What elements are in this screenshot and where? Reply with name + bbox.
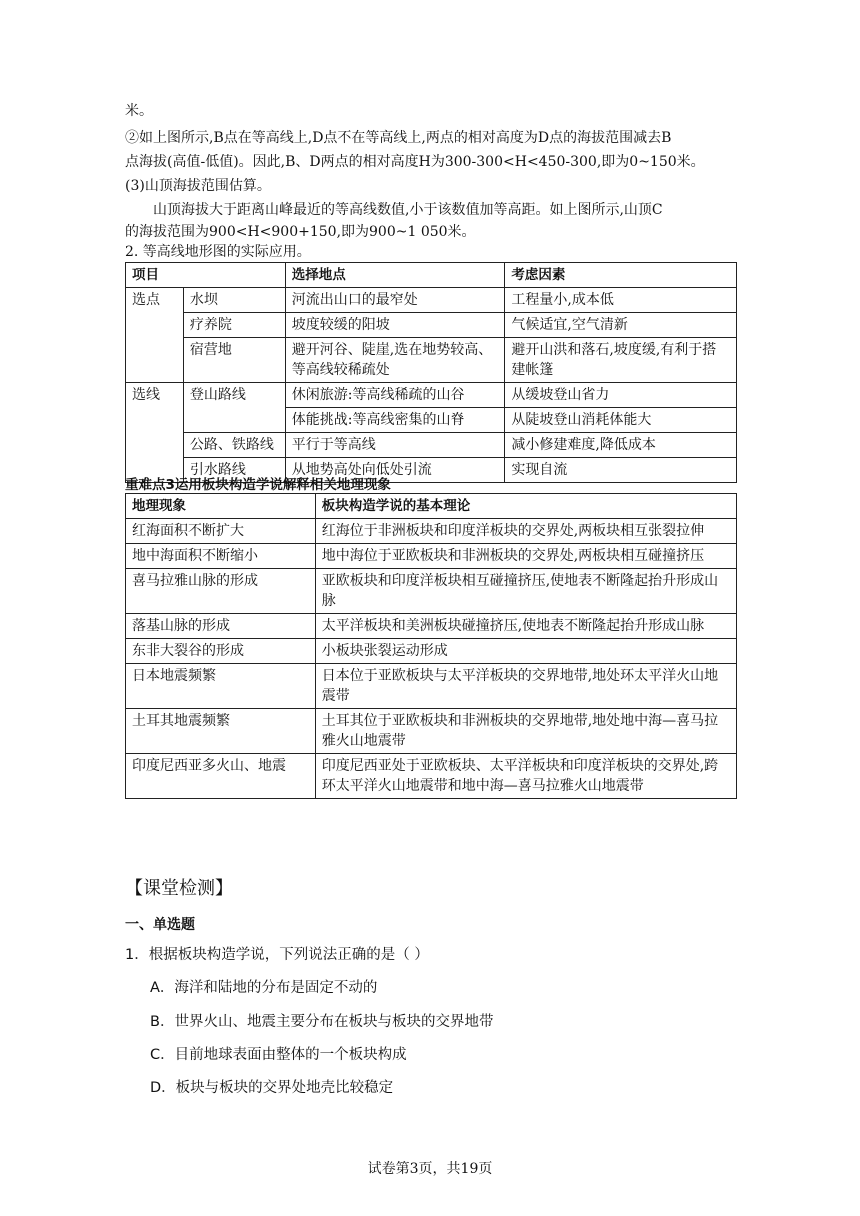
row-place: 平行于等高线 [285,433,505,458]
theory-cell: 太平洋板块和美洲板块碰撞挤压,使地表不断隆起抬升形成山脉 [315,614,736,639]
row-subject: 疗养院 [183,313,285,338]
row-subject: 引水路线 [183,458,285,483]
theory-cell: 日本位于亚欧板块与太平洋板块的交界地带,地处环太平洋火山地震带 [315,664,736,709]
theory-cell: 土耳其位于亚欧板块和非洲板块的交界地带,地处地中海—喜马拉雅火山地震带 [315,709,736,754]
table-row [126,288,737,313]
table-row [126,664,737,709]
row-place: 体能挑战:等高线密集的山脊 [285,408,505,433]
option-b[interactable]: B．世界火山、地震主要分布在板块与板块的交界地带 [150,1014,494,1030]
row-place: 坡度较缓的阳坡 [285,313,505,338]
table-row [126,383,737,408]
part-heading: 一、单选题 [125,917,195,933]
table-header-row [126,263,737,288]
row-subject: 水坝 [183,288,285,313]
phenomenon-cell: 地中海面积不断缩小 [126,544,316,569]
row-place: 避开河谷、陡崖,选在地势较高、等高线较稀疏处 [285,338,505,383]
question-text: 1．根据板块构造学说，下列说法正确的是（ ） [125,947,429,963]
header-theory: 板块构造学说的基本理论 [315,494,736,519]
option-d[interactable]: D．板块与板块的交界处地壳比较稳定 [150,1080,394,1096]
text-line: 点海拔(高值-低值)。因此,B、D两点的相对高度H为300-300<H<450-300,即为0~150米。 [125,154,705,170]
text-line: 山顶海拔大于距离山峰最近的等高线数值,小于该数值加等高距。如上图所示,山顶C [153,202,663,218]
table-row [126,433,737,458]
theory-cell: 亚欧板块和印度洋板块相互碰撞挤压,使地表不断隆起抬升形成山脉 [315,569,736,614]
theory-cell: 红海位于非洲板块和印度洋板块的交界处,两板块相互张裂拉伸 [315,519,736,544]
header-factor: 考虑因素 [505,263,737,288]
page-footer: 试卷第3页，共19页 [367,1161,493,1177]
header-phenomenon: 地理现象 [126,494,316,519]
theory-cell: 地中海位于亚欧板块和非洲板块的交界处,两板块相互碰撞挤压 [315,544,736,569]
table-row [126,544,737,569]
text-line: 米。 [125,103,153,119]
option-a[interactable]: A．海洋和陆地的分布是固定不动的 [150,980,378,996]
row-subject: 登山路线 [183,383,285,433]
row-factor: 从缓坡登山省力 [505,383,737,408]
table-row [126,313,737,338]
table-row [126,709,737,754]
phenomenon-cell: 落基山脉的形成 [126,614,316,639]
section-heading: 重难点3运用板块构造学说解释相关地理现象 [125,477,391,493]
phenomenon-cell: 东非大裂谷的形成 [126,639,316,664]
phenomenon-cell: 红海面积不断扩大 [126,519,316,544]
contour-application-table [125,262,737,483]
header-item: 项目 [126,263,286,288]
phenomenon-cell: 印度尼西亚多火山、地震 [126,754,316,799]
row-subject: 公路、铁路线 [183,433,285,458]
row-factor: 实现自流 [505,458,737,483]
table-header-row [126,494,737,519]
phenomenon-cell: 喜马拉雅山脉的形成 [126,569,316,614]
table-row [126,614,737,639]
row-factor: 避开山洪和落石,坡度缓,有利于搭建帐篷 [505,338,737,383]
row-place: 从地势高处向低处引流 [285,458,505,483]
row-place: 河流出山口的最窄处 [285,288,505,313]
phenomenon-cell: 日本地震频繁 [126,664,316,709]
table-row [126,519,737,544]
group-label: 选点 [126,288,184,383]
text-line: 的海拔范围为900<H<900+150,即为900~1 050米。 [125,224,476,240]
classroom-test-heading: 【课堂检测】 [125,878,233,899]
table-row [126,754,737,799]
text-line: (3)山顶海拔范围估算。 [125,178,271,194]
row-factor: 气候适宜,空气清新 [505,313,737,338]
table-row [126,569,737,614]
plate-tectonics-table [125,493,737,799]
theory-cell: 小板块张裂运动形成 [315,639,736,664]
text-line: 2. 等高线地形图的实际应用。 [125,244,311,260]
table-row [126,639,737,664]
row-factor: 工程量小,成本低 [505,288,737,313]
header-place: 选择地点 [285,263,505,288]
text-line: ②如上图所示,B点在等高线上,D点不在等高线上,两点的相对高度为D点的海拔范围减去B [125,130,672,146]
option-c[interactable]: C．目前地球表面由整体的一个板块构成 [150,1047,407,1063]
phenomenon-cell: 土耳其地震频繁 [126,709,316,754]
row-factor: 从陡坡登山消耗体能大 [505,408,737,433]
theory-cell: 印度尼西亚处于亚欧板块、太平洋板块和印度洋板块的交界处,跨环太平洋火山地震带和地中海—喜马拉雅火山地震带 [315,754,736,799]
table-row [126,338,737,383]
row-place: 休闲旅游:等高线稀疏的山谷 [285,383,505,408]
group-label: 选线 [126,383,184,483]
row-subject: 宿营地 [183,338,285,383]
row-factor: 减小修建难度,降低成本 [505,433,737,458]
